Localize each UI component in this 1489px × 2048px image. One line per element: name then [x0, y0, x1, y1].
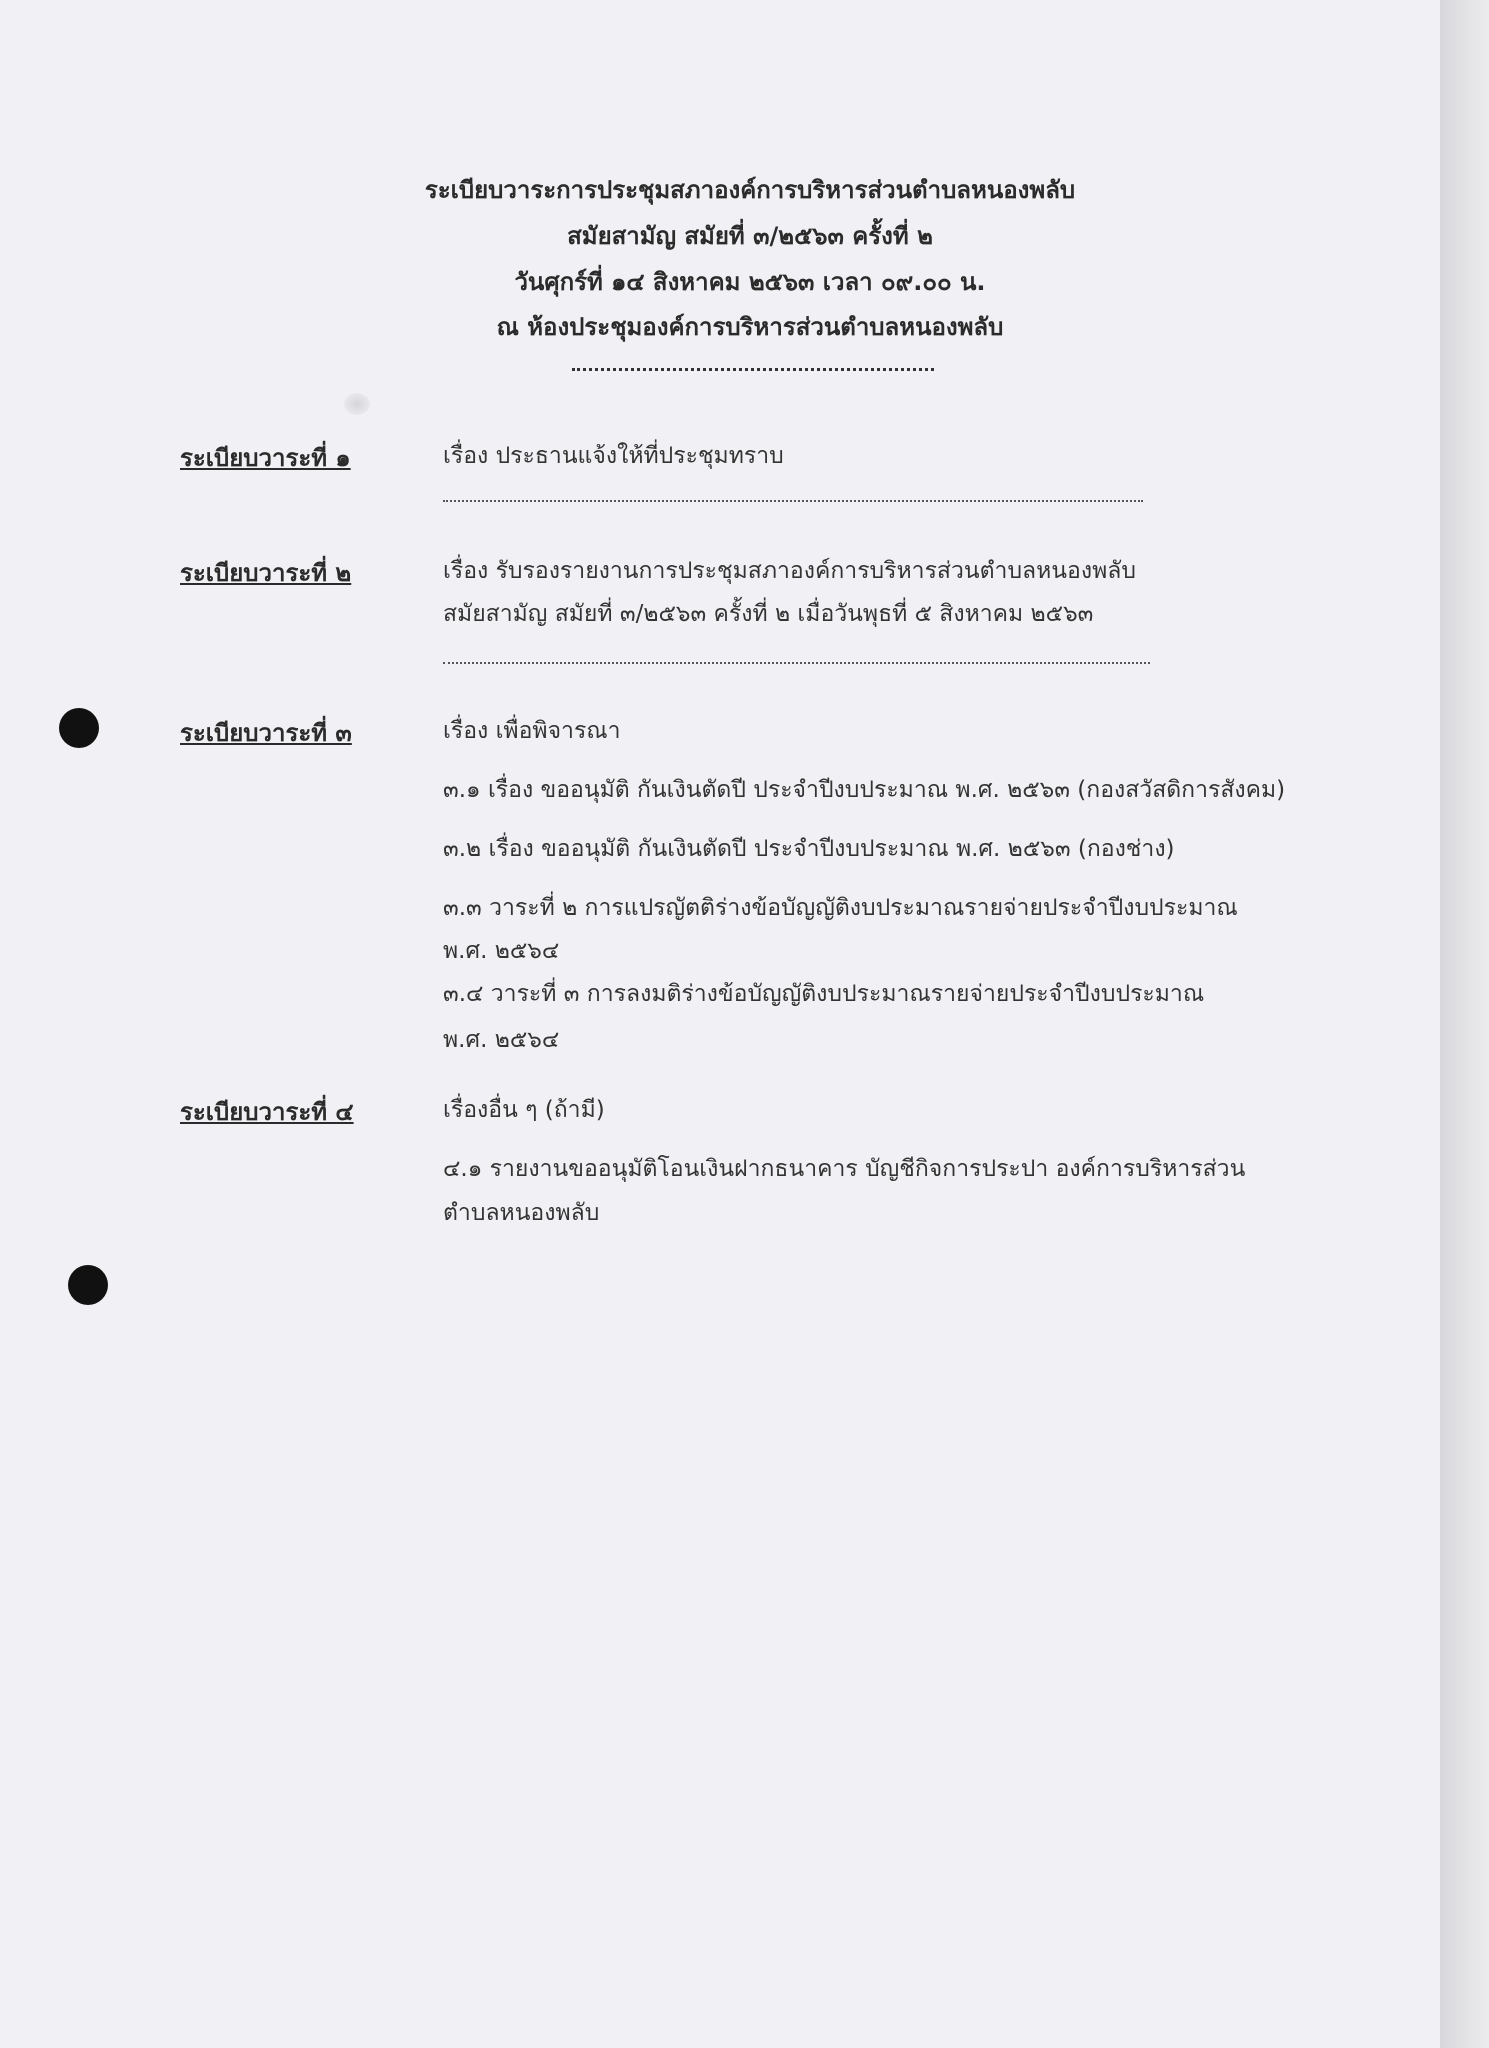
agenda-2-line-1: เรื่อง รับรองรายงานการประชุมสภาองค์การบริหารส่วนตำบลหนองพลับ: [443, 558, 1136, 584]
agenda-2-line-2: สมัยสามัญ สมัยที่ ๓/๒๕๖๓ ครั้งที่ ๒ เมื่อวันพุธที่ ๕ สิงหาคม ๒๕๖๓: [443, 601, 1094, 627]
agenda-label-3: ระเบียบวาระที่ ๓: [180, 719, 352, 747]
agenda-4-item-1: ๔.๑ รายงานขออนุมัติโอนเงินฝากธนาคาร บัญชีกิจการประปา องค์การบริหารส่วน: [443, 1156, 1246, 1182]
header-divider: [572, 368, 934, 371]
agenda-3-line-1: เรื่อง เพื่อพิจารณา: [443, 718, 621, 744]
agenda-3-item-3: ๓.๓ วาระที่ ๒ การแปรญัตติร่างข้อบัญญัติงบประมาณรายจ่ายประจำปีงบประมาณ: [443, 895, 1238, 921]
agenda-label-1: ระเบียบวาระที่ ๑: [180, 444, 351, 472]
agenda-label-4: ระเบียบวาระที่ ๔: [180, 1098, 354, 1126]
agenda-4-line-1: เรื่องอื่น ๆ (ถ้ามี): [443, 1097, 605, 1123]
agenda-3-item-4: ๓.๔ วาระที่ ๓ การลงมติร่างข้อบัญญัติงบประมาณรายจ่ายประจำปีงบประมาณ: [443, 981, 1205, 1007]
agenda-3-item-2: ๓.๒ เรื่อง ขออนุมัติ กันเงินตัดปี ประจำปีงบประมาณ พ.ศ. ๒๕๖๓ (กองช่าง): [443, 836, 1175, 862]
agenda-3-item-3-cont: พ.ศ. ๒๕๖๔: [443, 938, 560, 964]
punch-hole-bottom: [68, 1265, 108, 1305]
agenda-1-line-1: เรื่อง ประธานแจ้งให้ที่ประชุมทราบ: [443, 443, 784, 469]
header-venue: ณ ห้องประชุมองค์การบริหารส่วนตำบลหนองพลับ: [496, 313, 1004, 341]
header-title: ระเบียบวาระการประชุมสภาองค์การบริหารส่วนตำบลหนองพลับ: [424, 176, 1076, 204]
header-date: วันศุกร์ที่ ๑๔ สิงหาคม ๒๕๖๓ เวลา ๐๙.๐๐ น.: [514, 268, 986, 296]
agenda-label-2: ระเบียบวาระที่ ๒: [180, 559, 352, 587]
agenda-3-item-4-cont: พ.ศ. ๒๕๖๔: [443, 1027, 560, 1053]
scan-edge: [1440, 0, 1489, 2048]
agenda-1-divider: [443, 500, 1143, 502]
agenda-2-divider: [443, 662, 1150, 664]
agenda-3-item-1: ๓.๑ เรื่อง ขออนุมัติ กันเงินตัดปี ประจำปีงบประมาณ พ.ศ. ๒๕๖๓ (กองสวัสดิการสังคม): [443, 777, 1286, 803]
punch-hole-top: [59, 708, 99, 748]
header-session: สมัยสามัญ สมัยที่ ๓/๒๕๖๓ ครั้งที่ ๒: [567, 222, 933, 250]
agenda-4-item-1-cont: ตำบลหนองพลับ: [443, 1200, 600, 1226]
paper-smudge: [344, 393, 370, 415]
